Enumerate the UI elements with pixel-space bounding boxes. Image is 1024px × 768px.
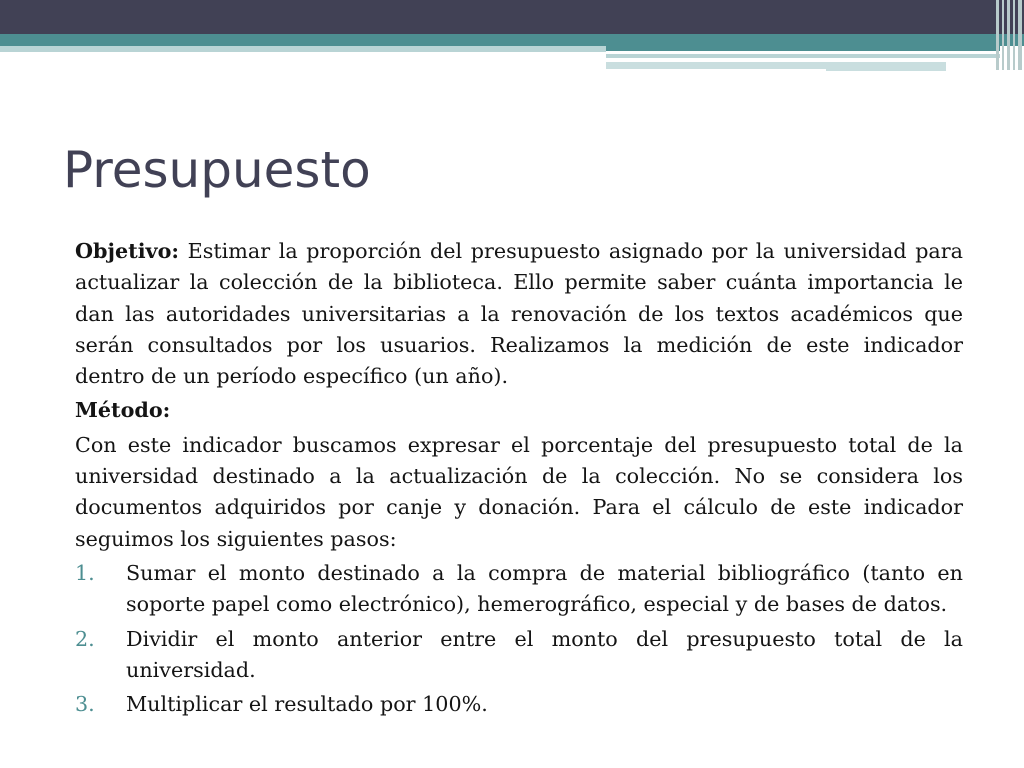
objective-label: Objetivo:	[75, 239, 180, 263]
objective-paragraph	[75, 236, 963, 392]
list-item	[75, 624, 963, 687]
step-number: 2.	[75, 626, 95, 651]
header-bar-dark	[0, 0, 1024, 34]
header-bar-light-tertiary	[606, 62, 946, 69]
step-text: Sumar el monto destinado a la compra de material bibliográfico (tanto en soporte papel como electrónico), hemerográfico, especial y de bases de datos.	[126, 560, 963, 617]
header-bar-light-secondary	[606, 54, 1000, 58]
header-bar-teal	[0, 34, 1024, 46]
corner-stripes	[994, 0, 1024, 70]
steps-list	[75, 558, 963, 720]
method-label: Método:	[75, 398, 171, 423]
slide-title: Presupuesto	[63, 141, 371, 199]
list-item	[75, 689, 963, 720]
step-number: 1.	[75, 560, 95, 585]
method-paragraph: Con este indicador buscamos expresar el porcentaje del presupuesto total de la universidad destinado a la actualización de la colección. No se considera los documentos adquiridos por canje y donación. Para el cálculo de este indicador seguimos los siguientes pasos:	[75, 432, 963, 551]
list-item	[75, 558, 963, 621]
objective-text: Estimar la proporción del presupuesto asignado por la universidad para actualizar la colección de la biblioteca. Ello permite saber cuánta importancia le dan las autoridades universitarias a la renovación de los textos académicos que serán consultados por los usuarios. Realizamos la medición de este indicador dentro de un período específico (un año).	[75, 239, 963, 389]
step-number: 3.	[75, 692, 95, 717]
header-bar-light	[0, 46, 606, 52]
step-text: Dividir el monto anterior entre el monto del presupuesto total de la universidad.	[126, 626, 963, 682]
header-bar-teal-secondary	[606, 46, 1000, 51]
method-label-paragraph	[75, 395, 963, 426]
header-bar-light-thin	[826, 69, 946, 71]
slide-body	[75, 236, 963, 723]
step-text: Multiplicar el resultado por 100%.	[126, 692, 488, 717]
